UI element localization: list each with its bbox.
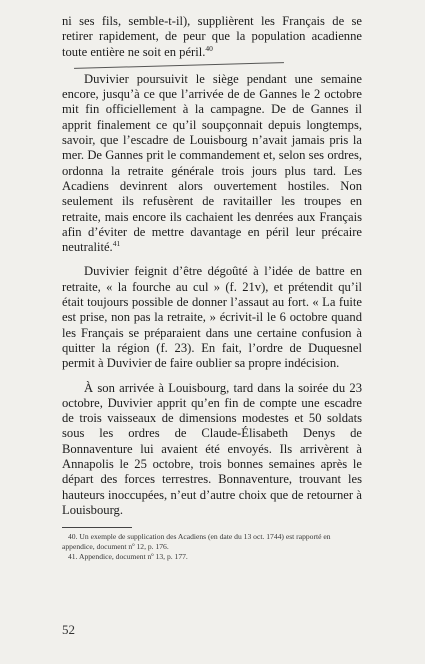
paragraph-1-text: ni ses fils, semble-t-il), supplièrent les Français de se retirer rapidement, de peur que la population acadienne toute entière ne soit en péril. [62,14,362,59]
footnote-41: 41. Appendice, document nº 13, p. 177. [68,552,188,562]
footnote-rule [62,527,132,528]
page-body [62,14,362,562]
note-ref-40: 40 [205,43,213,53]
note-ref-41: 41 [112,238,121,248]
paragraph-4: À son arrivée à Louisbourg, tard dans la soirée du 23 octobre, Duvivier apprit qu’en fin de compte une escadre de trois vaisseaux de dimensions modestes et 50 soldats sous les ordres de Claude-Élisabeth Denys de Bonnaventure lui avaient été envoyés. Ils arrivèrent à Annapolis le 25 octobre, trois bonnes semaines après le départ des forces terrestres. Bonnaventure, trouvant les hauteurs inoccupées, n’eut d’autre choix que de retourner à Louisbourg. [62,380,362,517]
paragraph-2 [62,72,362,256]
paragraph-2-text: Duvivier poursuivit le siège pendant une semaine encore, jusqu’à ce que l’arrivée de de Gannes le 2 octobre mit fin officiellement à la campagne. De de Gannes il apprit finalement ce qu’il soupçonnait depuis longtemps, savoir, que l’escadre de Louisbourg n’avait jamais pris la mer. De Gannes prit le commandement et, selon ses ordres, ordonna la retraite générale trois jours plus tard. Les Acadiens devinrent alors ouvertement hostiles. Non seulement ils refusèrent de ravitailler les troupes en retraite, mais encore ils cachaient les denrées aux Français afin d’éviter de mettre davantage en péril leur précaire neutralité. [62,71,362,255]
paragraph-3: Duvivier feignit d’être dégoûté à l’idée de battre en retraite, « la fourche au cul » (f. 21v), et prétendit qu’il était toujours possible de donner l’assaut au fort. « La fuite est prise, non pas la retraite, » écrivit-il le 6 octobre quand les Français se préparaient dans une certaine confusion à quitter la région (f. 23). En fait, l’ordre de Duquesnel permit à Duvivier de faire oublier sa propre indécision. [62,264,362,371]
page-number: 52 [62,622,75,637]
footnote-40: 40. Un exemple de supplication des Acadiens (en date du 13 oct. 1744) est rapporté en appendice, document nº 12, p. 176. [62,532,331,552]
paragraph-1 [62,14,362,60]
